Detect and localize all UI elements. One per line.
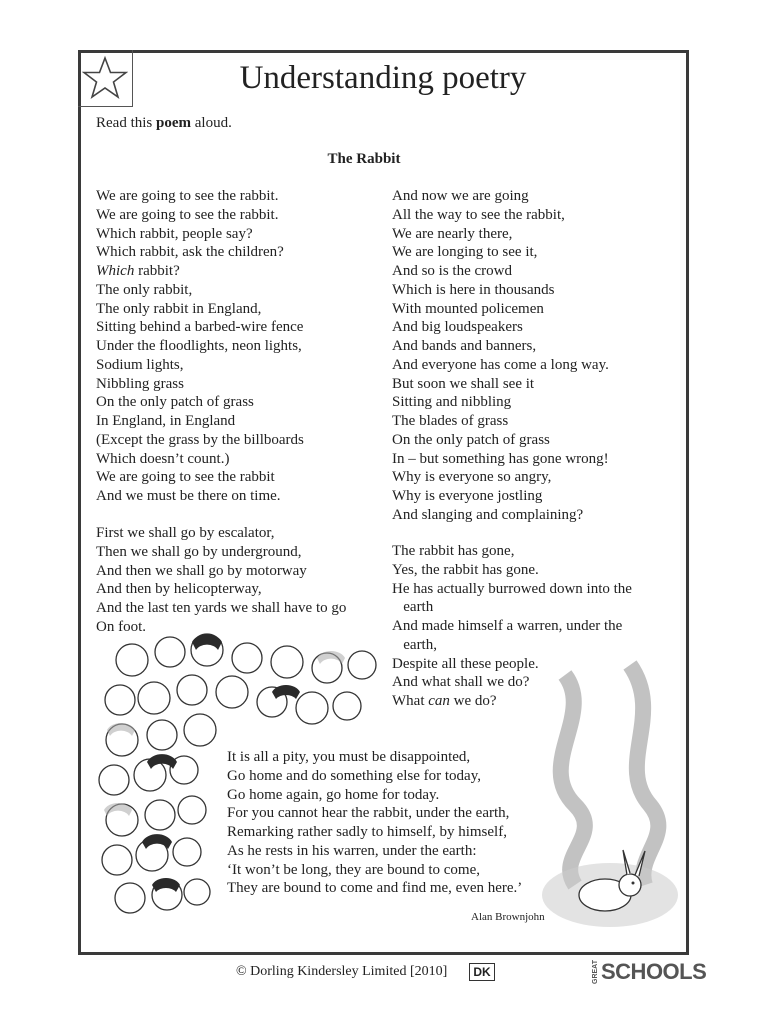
poem-line: Nibbling grass [96,375,184,392]
poem-line: We are going to see the rabbit. [96,206,279,223]
copyright-notice: © Dorling Kindersley Limited [2010] [236,964,448,979]
poem-column-1-stanza-2 [96,524,346,637]
poem-line: Why is everyone so angry, [392,469,552,486]
poem-line: And made himself a warren, under the [392,618,623,634]
poem-line: On the only patch of grass [96,394,254,411]
poem-line: It is all a pity, you must be disappointed, [227,749,471,765]
poem-line: Then we shall go by underground, [96,543,302,560]
star-icon [82,55,128,101]
poem-line: Which is here in thousands [392,281,555,298]
poem-line: Go home again, go home for today. [227,786,440,803]
instructions: Read this poem aloud. [96,115,232,131]
poem-line: Sodium lights, [96,356,184,373]
poem-line: Why is everyone jostling [392,488,543,504]
crowd-illustration [92,630,392,930]
poem-line: In – but something has gone wrong! [392,450,609,467]
poem-line: And then by helicopterway, [96,581,262,598]
poem-line: On the only patch of grass [392,431,550,448]
poem-line: And now we are going [392,188,529,204]
poem-line: But soon we shall see it [392,375,535,392]
poem-line: The only rabbit in England, [96,300,262,317]
poem-column-1-stanza-1 [96,187,304,506]
poem-line: And we must be there on time. [96,488,281,504]
poem-line: For you cannot hear the rabbit, under the earth, [227,805,510,822]
poem-line: And bands and banners, [392,338,537,354]
greatschools-logo-small: GREAT [592,960,599,984]
greatschools-logo [592,958,707,986]
poem-line: As he rests in his warren, under the earth: [227,842,477,859]
poem-line: And what shall we do? [392,674,530,691]
dk-logo: DK [469,963,495,981]
poem-line: The blades of grass [392,413,509,429]
poem-line: Go home and do something else for today, [227,767,481,784]
poem-line: The only rabbit, [96,281,193,298]
poem-line: And the last ten yards we shall have to go [96,600,347,616]
poem-line: In England, in England [96,413,236,429]
poem-line: And everyone has come a long way. [392,356,609,373]
poem-line: We are longing to see it, [392,244,538,261]
poem-line: And so is the crowd [392,263,512,279]
poem-line: And then we shall go by motorway [96,562,307,579]
poem-title: The Rabbit [327,151,401,167]
poem-line: Yes, the rabbit has gone. [392,561,539,578]
poem-line: We are going to see the rabbit. [96,188,279,204]
poem-line: First we shall go by escalator, [96,525,275,541]
poem-line: With mounted policemen [392,300,544,317]
poem-line: Remarking rather sadly to himself, by himself, [227,824,507,840]
poem-line: ‘It won’t be long, they are bound to come, [227,861,480,878]
poem-line: On foot. [96,618,146,635]
poem-line: Which doesn’t count.) [96,450,230,467]
star-badge [78,50,133,107]
poem-line: He has actually burrowed down into the [392,580,632,597]
poem-line: We are nearly there, [392,225,513,242]
poem-line: What can we do? [392,693,497,709]
poem-line: earth [392,599,434,616]
poem-line: Under the floodlights, neon lights, [96,338,302,354]
poem-line: (Except the grass by the billboards [96,431,304,448]
page-title: Understanding poetry [239,60,527,96]
poem-line: Which rabbit? [96,263,180,279]
poem-line: Which rabbit, ask the children? [96,244,284,261]
poem-line: The rabbit has gone, [392,543,515,559]
poem-line: All the way to see the rabbit, [392,206,565,223]
poem-column-2-stanza-1 [392,187,609,525]
poem-line: Sitting and nibbling [392,394,512,411]
poem-line: We are going to see the rabbit [96,469,275,486]
poem-line: earth, [392,636,437,653]
poem-line: They are bound to come and find me, even here.’ [227,880,523,897]
poem-line: Sitting behind a barbed-wire fence [96,319,304,336]
poem-author: Alan Brownjohn [471,911,545,923]
rabbit-burrow-illustration [535,655,685,935]
poem-line: Which rabbit, people say? [96,225,253,242]
poem-line: And slanging and complaining? [392,506,584,523]
greatschools-logo-big: SCHOOLS [601,959,707,984]
poem-line: And big loudspeakers [392,319,523,336]
poem-line: Despite all these people. [392,655,539,672]
